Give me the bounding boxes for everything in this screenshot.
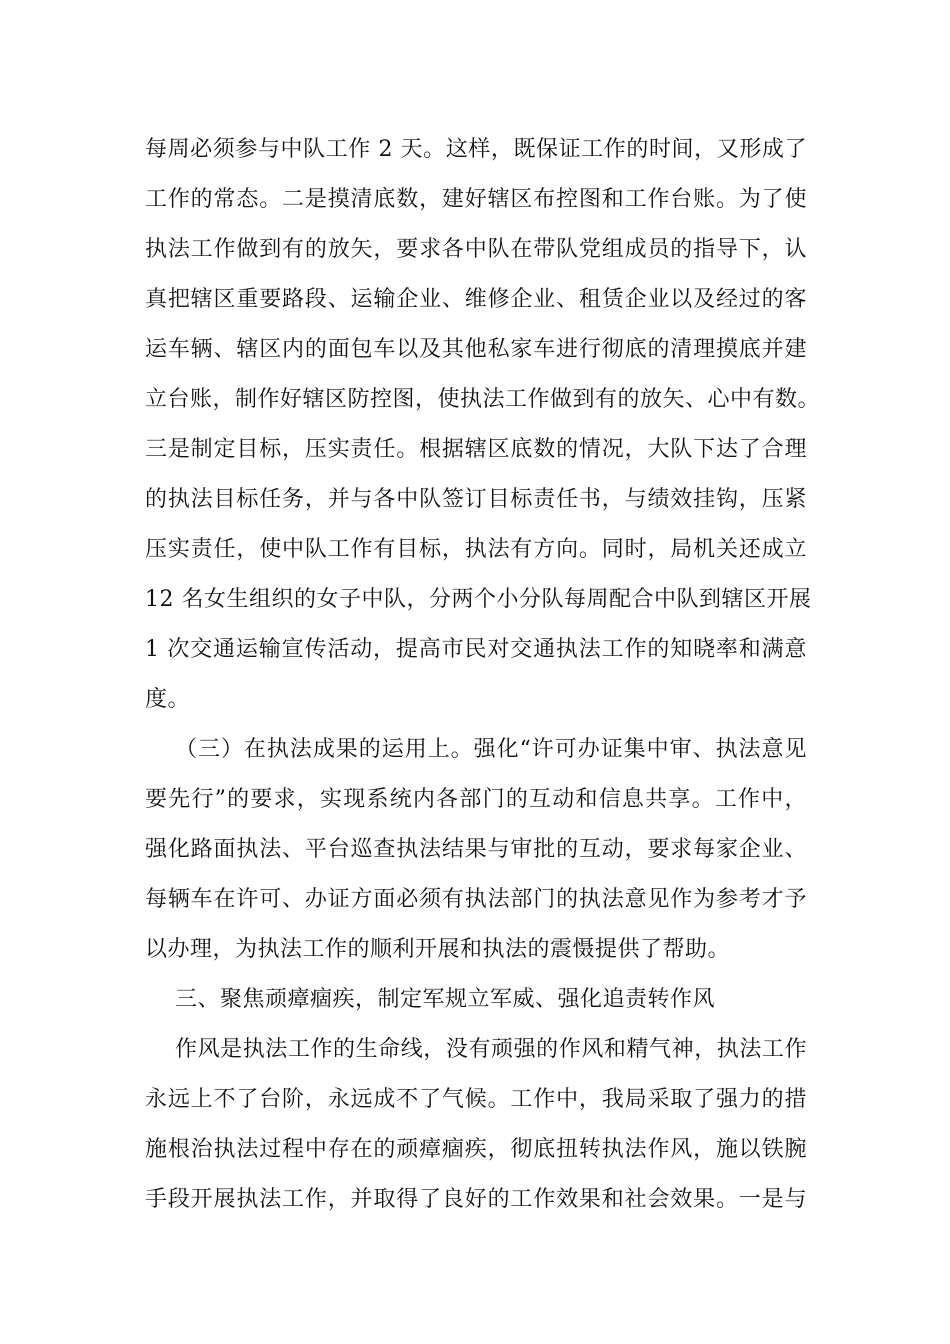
text-line: 工作的常态。二是摸清底数，建好辖区布控图和工作台账。为了使 xyxy=(145,187,807,212)
text-line: 立台账，制作好辖区防控图，使执法工作做到有的放矢、心中有数。 xyxy=(145,387,821,412)
text-line: 强化路面执法、平台巡查执法结果与审批的互动，要求每家企业、 xyxy=(145,837,807,862)
text-line: 运车辆、辖区内的面包车以及其他私家车进行彻底的清理摸底并建 xyxy=(145,337,807,362)
text-line: 永远上不了台阶，永远成不了气候。工作中，我局采取了强力的措 xyxy=(145,1087,807,1112)
text-line: 施根治执法过程中存在的顽瘴痼疾，彻底扭转执法作风，施以铁腕 xyxy=(145,1137,807,1162)
text-line: 手段开展执法工作，并取得了良好的工作效果和社会效果。一是与 xyxy=(145,1187,807,1212)
text-line: 三是制定目标，压实责任。根据辖区底数的情况，大队下达了合理 xyxy=(145,437,807,462)
text-line: 以办理，为执法工作的顺利开展和执法的震慑提供了帮助。 xyxy=(145,937,731,962)
text-line: 执法工作做到有的放矢，要求各中队在带队党组成员的指导下，认 xyxy=(145,237,807,262)
text-line: 每周必须参与中队工作 2 天。这样，既保证工作的时间，又形成了 xyxy=(145,137,807,162)
text-line: 要先行”的要求，实现系统内各部门的互动和信息共享。工作中， xyxy=(145,787,807,812)
text-line: 真把辖区重要路段、运输企业、维修企业、租赁企业以及经过的客 xyxy=(145,287,807,312)
text-line: 每辆车在许可、办证方面必须有执法部门的执法意见作为参考才予 xyxy=(145,887,807,912)
text-line: 压实责任，使中队工作有目标，执法有方向。同时，局机关还成立 xyxy=(145,537,807,562)
text-line: 12 名女生组织的女子中队，分两个小分队每周配合中队到辖区开展 xyxy=(145,587,812,612)
text-line: 1 次交通运输宣传活动，提高市民对交通执法工作的知晓率和满意 xyxy=(145,637,807,662)
paragraph-first-line: （三）在执法成果的运用上。强化“许可办证集中审、执法意见 xyxy=(175,737,807,762)
text-line: 度。 xyxy=(145,687,191,712)
section-heading: 三、聚焦顽瘴痼疾，制定军规立军威、强化追责转作风 xyxy=(175,987,716,1012)
document-body xyxy=(145,125,821,1225)
paragraph-first-line: 作风是执法工作的生命线，没有顽强的作风和精气神，执法工作 xyxy=(175,1037,807,1062)
text-line: 的执法目标任务，并与各中队签订目标责任书，与绩效挂钩，压紧 xyxy=(145,487,807,512)
